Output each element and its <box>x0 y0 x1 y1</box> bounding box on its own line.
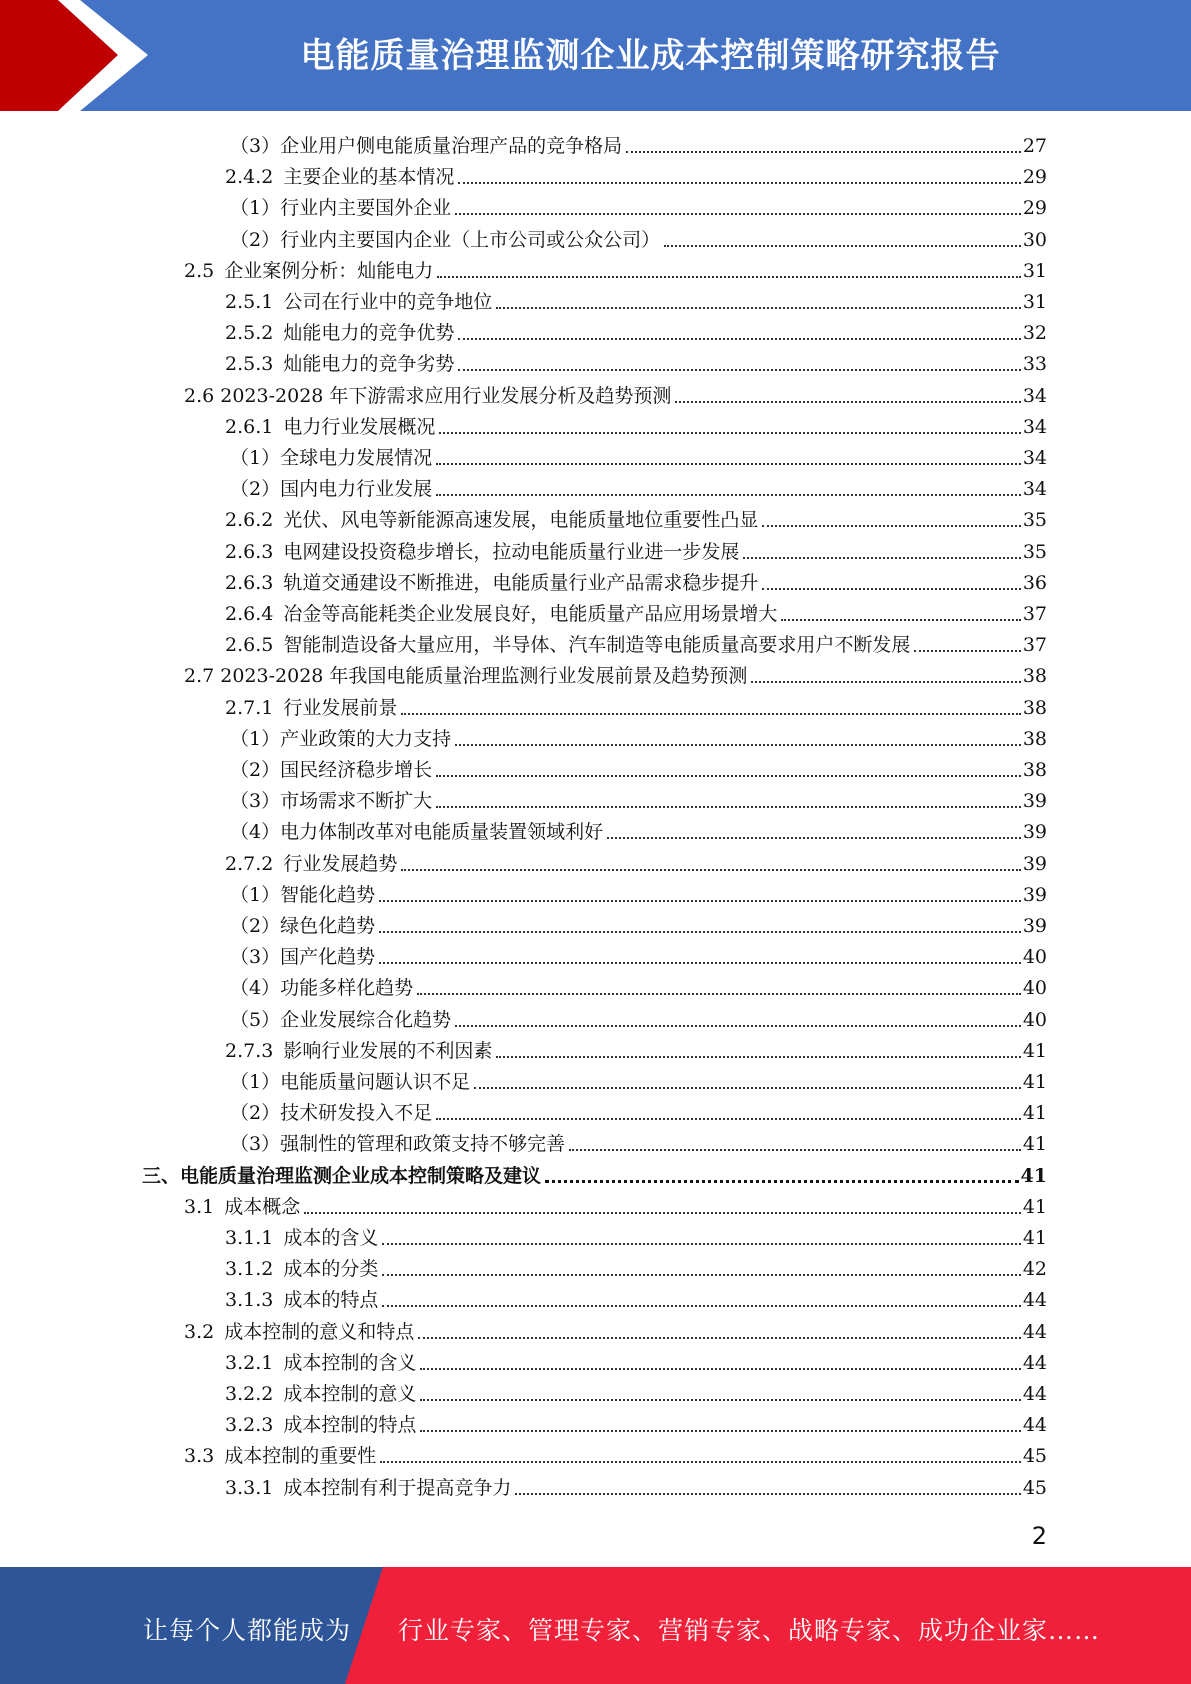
toc-section-number: 2.7.1 <box>225 696 274 719</box>
toc-section-number: 3.2.2 <box>225 1383 274 1405</box>
toc-page-number: 39 <box>1022 915 1047 937</box>
toc-dot-leader <box>304 1212 1021 1214</box>
toc-dot-leader <box>382 1243 1020 1245</box>
toc-entry[interactable] <box>225 845 1047 876</box>
toc-entry-title: 成本控制的意义 <box>283 1383 417 1405</box>
toc-section-number: 2.5.2 <box>225 322 274 345</box>
toc-entry[interactable] <box>230 782 1047 813</box>
toc-dot-leader <box>420 1430 1020 1432</box>
toc-dot-leader <box>436 463 1021 465</box>
report-title: 电能质量治理监测企业成本控制策略研究报告 <box>300 36 1001 76</box>
toc-entry-title: 成本控制的特点 <box>283 1414 417 1437</box>
toc-page-number: 39 <box>1022 883 1047 906</box>
toc-entry[interactable] <box>230 221 1047 252</box>
toc-entry-title: （3）国产化趋势 <box>230 946 376 969</box>
toc-dot-leader <box>496 1056 1020 1058</box>
toc-entry-title: 冶金等高能耗类企业发展良好，电能质量产品应用场景增大 <box>283 603 778 625</box>
toc-section-number: 2.6.1 <box>225 415 274 438</box>
toc-page-number: 44 <box>1022 1383 1047 1405</box>
toc-page-number: 30 <box>1022 228 1047 251</box>
toc-dot-leader <box>762 588 1020 590</box>
toc-entry-title: （1）行业内主要国外企业 <box>230 197 452 220</box>
toc-entry-title: （2）国内电力行业发展 <box>230 478 433 501</box>
toc-dot-leader <box>458 369 1020 371</box>
toc-dot-leader <box>417 993 1021 995</box>
toc-dot-leader <box>420 1399 1020 1401</box>
toc-page-number: 31 <box>1022 291 1047 313</box>
toc-section-number: 3.2.3 <box>225 1414 274 1437</box>
toc-page-number: 40 <box>1022 977 1047 1000</box>
toc-section-number: 2.5.3 <box>225 353 274 376</box>
toc-entry-title: 成本概念 <box>224 1195 301 1218</box>
toc-section-number: 3.1.3 <box>225 1289 274 1312</box>
toc-dot-leader <box>751 681 1020 683</box>
toc-entry[interactable] <box>184 1437 1047 1468</box>
toc-dot-leader <box>496 307 1020 309</box>
toc-page-number: 38 <box>1022 696 1047 719</box>
toc-page-number: 41 <box>1022 1039 1047 1062</box>
toc-entry[interactable] <box>225 408 1047 439</box>
toc-dot-leader <box>781 619 1020 621</box>
toc-section-number: 3.3.1 <box>225 1476 274 1499</box>
toc-section-number: 3.1.2 <box>225 1258 274 1281</box>
toc-page-number: 31 <box>1022 259 1047 282</box>
toc-entry-title: 影响行业发展的不利因素 <box>283 1039 493 1062</box>
toc-dot-leader <box>455 213 1021 215</box>
toc-dot-leader <box>382 1305 1020 1307</box>
toc-section-number: 2.6.5 <box>225 634 274 657</box>
toc-entry-title: 成本控制的重要性 <box>224 1445 377 1468</box>
toc-entry-title: 成本的分类 <box>283 1258 379 1281</box>
toc-dot-leader <box>401 869 1020 871</box>
toc-entry[interactable] <box>230 439 1047 470</box>
toc-entry[interactable] <box>230 907 1047 938</box>
toc-entry-title: （2）国民经济稳步增长 <box>230 759 433 781</box>
toc-entry-title: 公司在行业中的竞争地位 <box>283 291 493 313</box>
toc-page-number: 40 <box>1022 946 1047 969</box>
toc-entry[interactable] <box>230 1125 1047 1156</box>
toc-entry[interactable] <box>230 470 1047 501</box>
page-footer <box>0 1567 1191 1684</box>
toc-entry[interactable] <box>225 1375 1047 1406</box>
toc-section-number: 3.2 <box>184 1320 215 1343</box>
toc-dot-leader <box>626 151 1021 153</box>
toc-entry[interactable] <box>230 1094 1047 1125</box>
toc-entry-title: （3）强制性的管理和政策支持不够完善 <box>230 1133 566 1156</box>
toc-dot-leader <box>664 245 1021 247</box>
toc-entry[interactable] <box>230 1063 1047 1094</box>
toc-page-number: 41 <box>1022 1133 1047 1156</box>
toc-page-number: 38 <box>1022 665 1047 688</box>
toc-dot-leader <box>458 182 1020 184</box>
toc-entry[interactable] <box>184 252 1047 283</box>
toc-page-number: 41 <box>1022 1102 1047 1125</box>
toc-page-number: 36 <box>1022 571 1047 594</box>
toc-entry-title: （4）电力体制改革对电能质量装置领域利好 <box>230 821 604 844</box>
toc-entry[interactable] <box>230 127 1047 158</box>
toc-page-number: 39 <box>1022 852 1047 875</box>
toc-entry[interactable] <box>225 501 1047 532</box>
toc-dot-leader <box>545 1180 1019 1183</box>
toc-page-number: 32 <box>1022 322 1047 345</box>
toc-dot-leader <box>914 650 1020 652</box>
toc-page-number: 44 <box>1022 1320 1047 1343</box>
toc-dot-leader <box>382 1274 1020 1276</box>
toc-page-number: 44 <box>1022 1414 1047 1437</box>
toc-page-number: 39 <box>1022 821 1047 844</box>
toc-page-number: 29 <box>1022 166 1047 189</box>
toc-entry[interactable] <box>230 876 1047 907</box>
toc-dot-leader <box>762 525 1020 527</box>
toc-section-number: 2.7.3 <box>225 1039 274 1062</box>
toc-entry[interactable] <box>225 283 1047 314</box>
toc-page-number: 34 <box>1022 447 1047 469</box>
toc-page-number: 44 <box>1022 1289 1047 1312</box>
toc-entry-title: 成本控制的意义和特点 <box>224 1320 415 1343</box>
toc-entry[interactable] <box>225 345 1047 376</box>
toc-page-number: 29 <box>1022 197 1047 220</box>
toc-section-number: 2.6.2 <box>225 509 274 532</box>
toc-entry-title: 三、电能质量治理监测企业成本控制策略及建议 <box>142 1164 542 1187</box>
toc-dot-leader <box>569 1149 1021 1151</box>
toc-dot-leader <box>380 1461 1021 1463</box>
toc-section-number: 2.6.4 <box>225 603 274 625</box>
toc-entry[interactable] <box>230 720 1047 751</box>
toc-entry-title: （1）电能质量问题认识不足 <box>230 1071 471 1093</box>
toc-section-number: 3.1 <box>184 1195 215 1218</box>
toc-entry-title: 行业发展前景 <box>283 696 398 719</box>
toc-entry-title: 电力行业发展概况 <box>283 415 436 438</box>
toc-page-number: 34 <box>1022 415 1047 438</box>
toc-entry-title: 灿能电力的竞争劣势 <box>283 353 455 376</box>
toc-entry-title: （3）市场需求不断扩大 <box>230 790 433 813</box>
toc-dot-leader <box>420 1368 1020 1370</box>
toc-page-number: 41 <box>1022 1071 1047 1093</box>
toc-entry[interactable] <box>225 1250 1047 1281</box>
page-number: 2 <box>1031 1522 1047 1550</box>
toc-entry-title: 电网建设投资稳步增长，拉动电能质量行业进一步发展 <box>283 540 740 563</box>
toc-page-number: 33 <box>1022 353 1047 376</box>
toc-page-number: 45 <box>1022 1445 1047 1468</box>
toc-entry-title: 智能制造设备大量应用，半导体、汽车制造等电能质量高要求用户不断发展 <box>283 634 911 657</box>
toc-page-number: 38 <box>1022 759 1047 781</box>
toc-entry[interactable] <box>184 1313 1047 1344</box>
toc-entry[interactable] <box>225 158 1047 189</box>
toc-entry[interactable] <box>230 751 1047 782</box>
toc-entry-title: （2）行业内主要国内企业（上市公司或公众公司） <box>230 228 661 251</box>
toc-dot-leader <box>436 775 1021 777</box>
toc-page-number: 40 <box>1022 1008 1047 1031</box>
toc-entry[interactable] <box>184 657 1047 688</box>
toc-dot-leader <box>401 713 1020 715</box>
toc-entry[interactable] <box>230 938 1047 969</box>
toc-section-number: 3.3 <box>184 1445 215 1468</box>
toc-page-number: 37 <box>1022 634 1047 657</box>
toc-page-number: 39 <box>1022 790 1047 813</box>
toc-section-number: 2.7.2 <box>225 852 274 875</box>
arrow-chevron-icon <box>0 0 160 111</box>
toc-dot-leader <box>607 837 1021 839</box>
footer-slogan-left: 让每个人都能成为 <box>143 1616 352 1645</box>
toc-entry[interactable] <box>225 626 1047 657</box>
toc-page-number: 41 <box>1022 1195 1047 1218</box>
toc-entry-title: （3）企业用户侧电能质量治理产品的竞争格局 <box>230 135 623 157</box>
toc-entry[interactable] <box>184 377 1047 408</box>
toc-page-number: 34 <box>1022 384 1047 407</box>
toc-dot-leader <box>439 432 1020 434</box>
toc-dot-leader <box>515 1493 1020 1495</box>
toc-entry[interactable] <box>225 689 1047 720</box>
toc-dot-leader <box>379 931 1021 933</box>
toc-entry-title: （2）技术研发投入不足 <box>230 1102 433 1125</box>
toc-section-number: 3.1.1 <box>225 1227 274 1249</box>
toc-page-number: 42 <box>1022 1258 1047 1281</box>
toc-entry[interactable] <box>184 1188 1047 1219</box>
toc-entry-title: 2.7 2023-2028 年我国电能质量治理监测行业发展前景及趋势预测 <box>184 665 748 688</box>
toc-entry-title: 主要企业的基本情况 <box>283 166 455 189</box>
toc-dot-leader <box>379 962 1021 964</box>
toc-entry[interactable] <box>225 1469 1047 1500</box>
toc-entry-title: 2.6 2023-2028 年下游需求应用行业发展分析及趋势预测 <box>184 384 672 407</box>
toc-section-number: 2.6.3 <box>225 571 274 594</box>
footer-slogan-right: 行业专家、管理专家、营销专家、战略专家、成功企业家…… <box>398 1616 1101 1645</box>
toc-page-number: 34 <box>1022 478 1047 501</box>
toc-entry[interactable] <box>225 533 1047 564</box>
toc-dot-leader <box>379 900 1021 902</box>
toc-entry-title: 成本的含义 <box>283 1227 379 1249</box>
toc-dot-leader <box>436 494 1021 496</box>
toc-entry[interactable] <box>225 1281 1047 1312</box>
toc-section-number: 2.5.1 <box>225 291 274 313</box>
toc-page-number: 44 <box>1022 1351 1047 1374</box>
toc-entry-title: 轨道交通建设不断推进，电能质量行业产品需求稳步提升 <box>283 571 759 594</box>
toc-entry[interactable] <box>225 1032 1047 1063</box>
toc-entry[interactable] <box>230 1001 1047 1032</box>
toc-entry-title: 灿能电力的竞争优势 <box>283 322 455 345</box>
toc-page-number: 35 <box>1022 540 1047 563</box>
toc-page-number: 37 <box>1022 603 1047 625</box>
toc-entry[interactable] <box>230 813 1047 844</box>
toc-entry-title: 光伏、风电等新能源高速发展，电能质量地位重要性凸显 <box>283 509 759 532</box>
toc-entry-title: （1）智能化趋势 <box>230 883 376 906</box>
toc-page-number: 45 <box>1022 1476 1047 1499</box>
toc-dot-leader <box>455 1025 1021 1027</box>
toc-page-number: 41 <box>1022 1227 1047 1249</box>
toc-dot-leader <box>474 1087 1021 1089</box>
page-header <box>0 0 1191 111</box>
toc-entry-title: （1）产业政策的大力支持 <box>230 727 452 750</box>
toc-dot-leader <box>436 1118 1021 1120</box>
toc-entry-title: （4）功能多样化趋势 <box>230 977 414 1000</box>
toc-page-number: 41 <box>1020 1164 1047 1187</box>
toc-entry[interactable] <box>225 1344 1047 1375</box>
toc-page-number: 27 <box>1022 135 1047 157</box>
toc-dot-leader <box>743 557 1020 559</box>
toc-dot-leader <box>455 744 1021 746</box>
toc-entry-title: 成本的特点 <box>283 1289 379 1312</box>
toc-dot-leader <box>418 1337 1021 1339</box>
toc-entry[interactable] <box>225 595 1047 626</box>
toc-entry-title: （2）绿色化趋势 <box>230 915 376 937</box>
toc-dot-leader <box>437 276 1021 278</box>
toc-entry[interactable] <box>230 189 1047 220</box>
toc-section-number: 3.2.1 <box>225 1351 274 1374</box>
toc-entry[interactable] <box>225 1406 1047 1437</box>
toc-section-number: 2.4.2 <box>225 166 274 189</box>
toc-section-number: 2.5 <box>184 259 215 282</box>
toc-section-number: 2.6.3 <box>225 540 274 563</box>
toc-dot-leader <box>436 806 1021 808</box>
toc-entry[interactable] <box>230 969 1047 1000</box>
toc-dot-leader <box>458 338 1020 340</box>
toc-dot-leader <box>675 401 1020 403</box>
toc-entry[interactable] <box>225 564 1047 595</box>
toc-page-number: 38 <box>1022 727 1047 750</box>
toc-entry-title: 成本控制的含义 <box>283 1351 417 1374</box>
toc-page-number: 35 <box>1022 509 1047 532</box>
toc-entry-title: 企业案例分析：灿能电力 <box>224 259 434 282</box>
toc-entry-title: 行业发展趋势 <box>283 852 398 875</box>
toc-entry[interactable] <box>225 314 1047 345</box>
toc-entry[interactable] <box>225 1219 1047 1250</box>
toc-entry-title: 成本控制有利于提高竞争力 <box>283 1476 512 1499</box>
toc-entry-title: （5）企业发展综合化趋势 <box>230 1008 452 1031</box>
toc-entry[interactable] <box>142 1157 1047 1188</box>
toc-entry-title: （1）全球电力发展情况 <box>230 447 433 469</box>
